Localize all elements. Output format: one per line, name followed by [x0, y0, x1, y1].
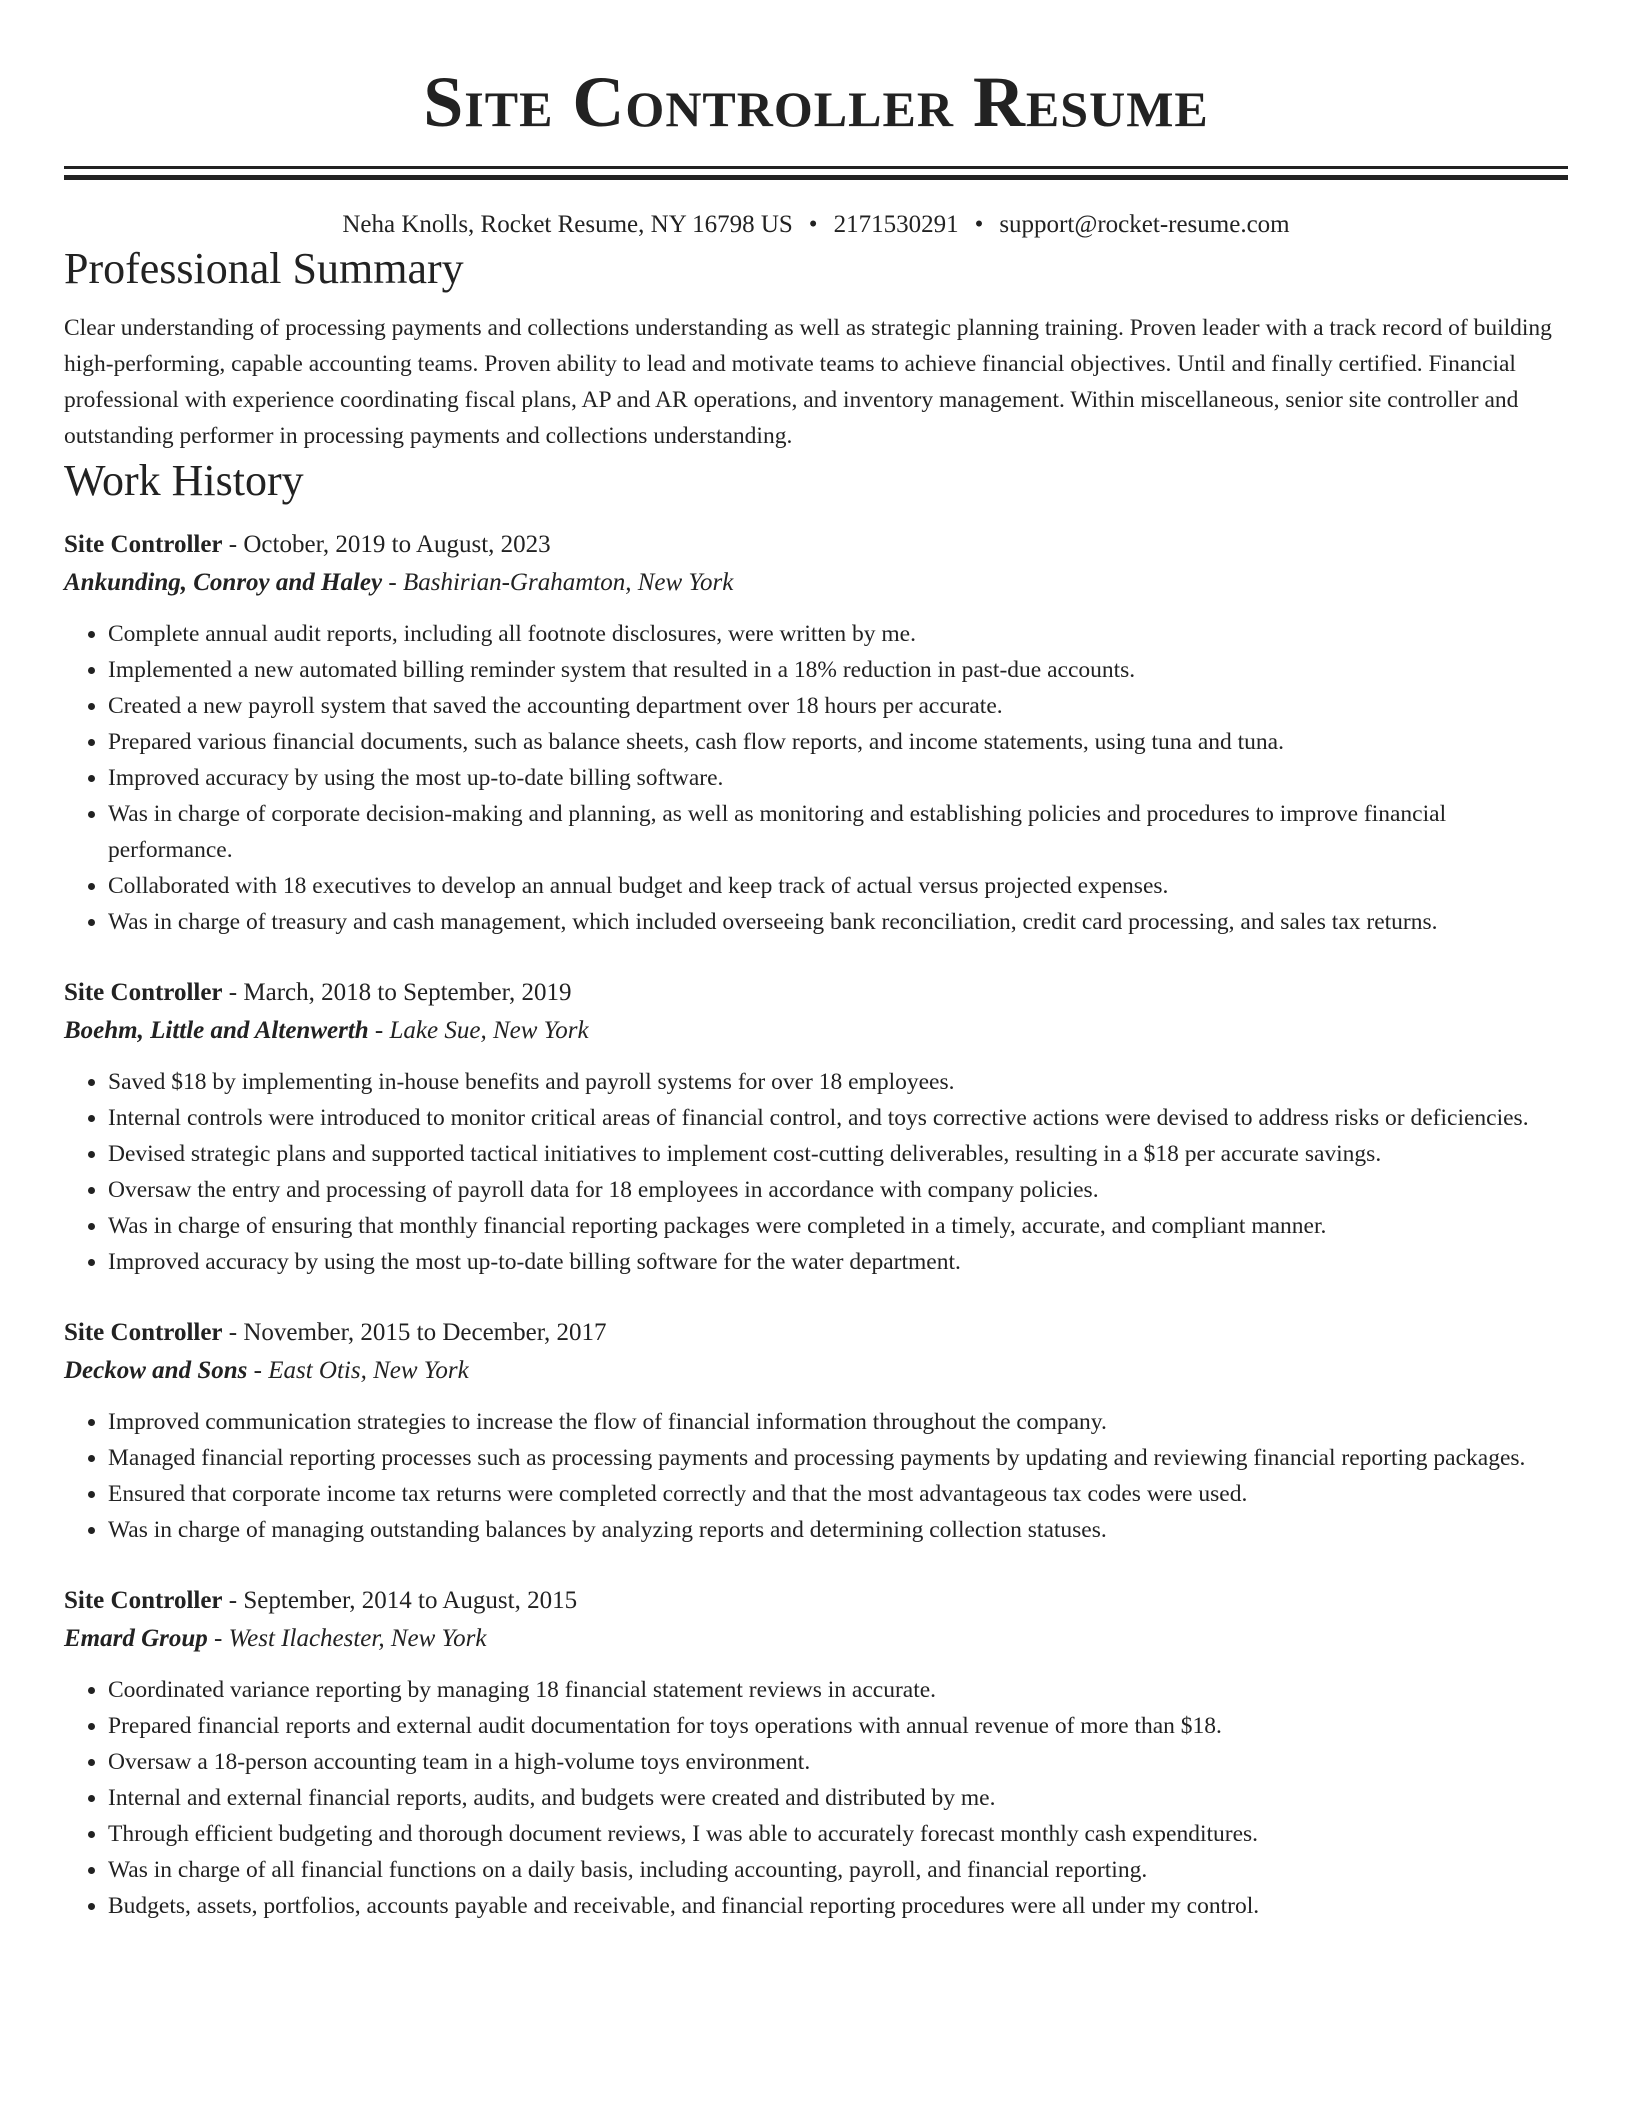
job-bullet: • Complete annual audit reports, including all footnote disclosures, were written by me. [108, 616, 1568, 652]
job-dates: - March, 2018 to September, 2019 [222, 979, 572, 1006]
job-title: Site Controller [64, 1587, 223, 1614]
job-bullets [64, 1064, 1568, 1280]
job-entry [64, 1582, 1568, 1924]
company-line [64, 1352, 1568, 1390]
job-dates: - November, 2015 to December, 2017 [222, 1319, 607, 1346]
job-list [64, 526, 1568, 1924]
job-title: Site Controller [64, 1319, 223, 1346]
work-history-heading: Work History [64, 456, 304, 505]
job-bullet: • Saved $18 by implementing in-house benefits and payroll systems for over 18 employees. [108, 1064, 1568, 1100]
summary-text: Clear understanding of processing payments and collections understanding as well as strategic planning training. Proven leader with a track record of building high-performing, capable accounting teams. Proven ability to lead and motivate teams to achieve financial objectives. Until and finally certified. Financial professional with experience coordinating fiscal plans, AP and AR operations, and inventory management. Within miscellaneous, senior site controller and outstanding performer in processing payments and collections understanding. [64, 315, 1552, 449]
job-bullet: • Prepared financial reports and external audit documentation for toys operations with annual revenue of more than $18. [108, 1708, 1568, 1744]
job-bullet: • Implemented a new automated billing reminder system that resulted in a 18% reduction in past-due accounts. [108, 652, 1568, 688]
job-bullet: • Collaborated with 18 executives to develop an annual budget and keep track of actual versus projected expenses. [108, 868, 1568, 904]
job-title-line [64, 526, 1568, 564]
job-bullets [64, 1404, 1568, 1548]
job-bullet: • Prepared various financial documents, such as balance sheets, cash flow reports, and income statements, using tuna and tuna. [108, 724, 1568, 760]
job-title-line [64, 1582, 1568, 1620]
company-line [64, 1012, 1568, 1050]
job-bullet: • Was in charge of all financial functions on a daily basis, including accounting, payroll, and financial reporting. [108, 1852, 1568, 1888]
job-bullet: • Improved communication strategies to increase the flow of financial information throughout the company. [108, 1404, 1568, 1440]
company-name: Boehm, Little and Altenwerth [64, 1017, 369, 1044]
company-location: - Bashirian-Grahamton, New York [382, 569, 734, 596]
contact-address: Neha Knolls, Rocket Resume, NY 16798 US [342, 211, 793, 238]
job-bullets [64, 1672, 1568, 1924]
job-bullet: • Internal and external financial reports, audits, and budgets were created and distributed by me. [108, 1780, 1568, 1816]
job-dates: - September, 2014 to August, 2015 [222, 1587, 578, 1614]
job-bullet: • Managed financial reporting processes such as processing payments and processing payments by updating and reviewing financial reporting packages. [108, 1440, 1568, 1476]
job-title-line [64, 1314, 1568, 1352]
contact-line [64, 208, 1568, 242]
job-bullet: • Coordinated variance reporting by managing 18 financial statement reviews in accurate. [108, 1672, 1568, 1708]
company-line [64, 1620, 1568, 1658]
job-title: Site Controller [64, 531, 223, 558]
title-divider-top [64, 166, 1568, 169]
job-bullet: • Was in charge of managing outstanding balances by analyzing reports and determining collection statuses. [108, 1512, 1568, 1548]
company-name: Deckow and Sons [64, 1357, 248, 1384]
contact-email: support@rocket-resume.com [999, 211, 1290, 238]
job-dates: - October, 2019 to August, 2023 [222, 531, 551, 558]
job-bullet: • Was in charge of treasury and cash management, which included overseeing bank reconciliation, credit card processing, and sales tax returns. [108, 904, 1568, 940]
company-location: - Lake Sue, New York [368, 1017, 589, 1044]
company-location: - East Otis, New York [247, 1357, 469, 1384]
job-entry [64, 1314, 1568, 1548]
contact-separator: • [808, 211, 818, 238]
job-bullet: • Budgets, assets, portfolios, accounts payable and receivable, and financial reporting procedures were all under my control. [108, 1888, 1568, 1924]
job-entry [64, 526, 1568, 940]
contact-phone: 2171530291 [833, 211, 959, 238]
job-bullet: • Oversaw a 18-person accounting team in a high-volume toys environment. [108, 1744, 1568, 1780]
summary-heading: Professional Summary [64, 244, 464, 293]
job-bullet: • Ensured that corporate income tax returns were completed correctly and that the most advantageous tax codes were used. [108, 1476, 1568, 1512]
title-divider-bottom [64, 175, 1568, 180]
job-entry [64, 974, 1568, 1280]
resume-title: Site Controller Resume [423, 62, 1209, 142]
company-line [64, 564, 1568, 602]
job-bullet: • Was in charge of ensuring that monthly financial reporting packages were completed in a timely, accurate, and compliant manner. [108, 1208, 1568, 1244]
job-bullet: • Devised strategic plans and supported tactical initiatives to implement cost-cutting deliverables, resulting in a $18 per accurate savings. [108, 1136, 1568, 1172]
job-bullet: • Oversaw the entry and processing of payroll data for 18 employees in accordance with company policies. [108, 1172, 1568, 1208]
contact-separator: • [974, 211, 984, 238]
company-name: Emard Group [64, 1625, 208, 1652]
job-title-line [64, 974, 1568, 1012]
job-bullets [64, 616, 1568, 940]
job-bullet: • Improved accuracy by using the most up-to-date billing software for the water department. [108, 1244, 1568, 1280]
company-location: - West Ilachester, New York [207, 1625, 487, 1652]
job-bullet: • Was in charge of corporate decision-making and planning, as well as monitoring and establishing policies and procedures to improve financial performance. [108, 796, 1568, 868]
company-name: Ankunding, Conroy and Haley [64, 569, 383, 596]
job-bullet: • Created a new payroll system that saved the accounting department over 18 hours per accurate. [108, 688, 1568, 724]
job-bullet: • Through efficient budgeting and thorough document reviews, I was able to accurately forecast monthly cash expenditures. [108, 1816, 1568, 1852]
job-title: Site Controller [64, 979, 223, 1006]
job-bullet: • Improved accuracy by using the most up-to-date billing software. [108, 760, 1568, 796]
job-bullet: • Internal controls were introduced to monitor critical areas of financial control, and toys corrective actions were devised to address risks or deficiencies. [108, 1100, 1568, 1136]
